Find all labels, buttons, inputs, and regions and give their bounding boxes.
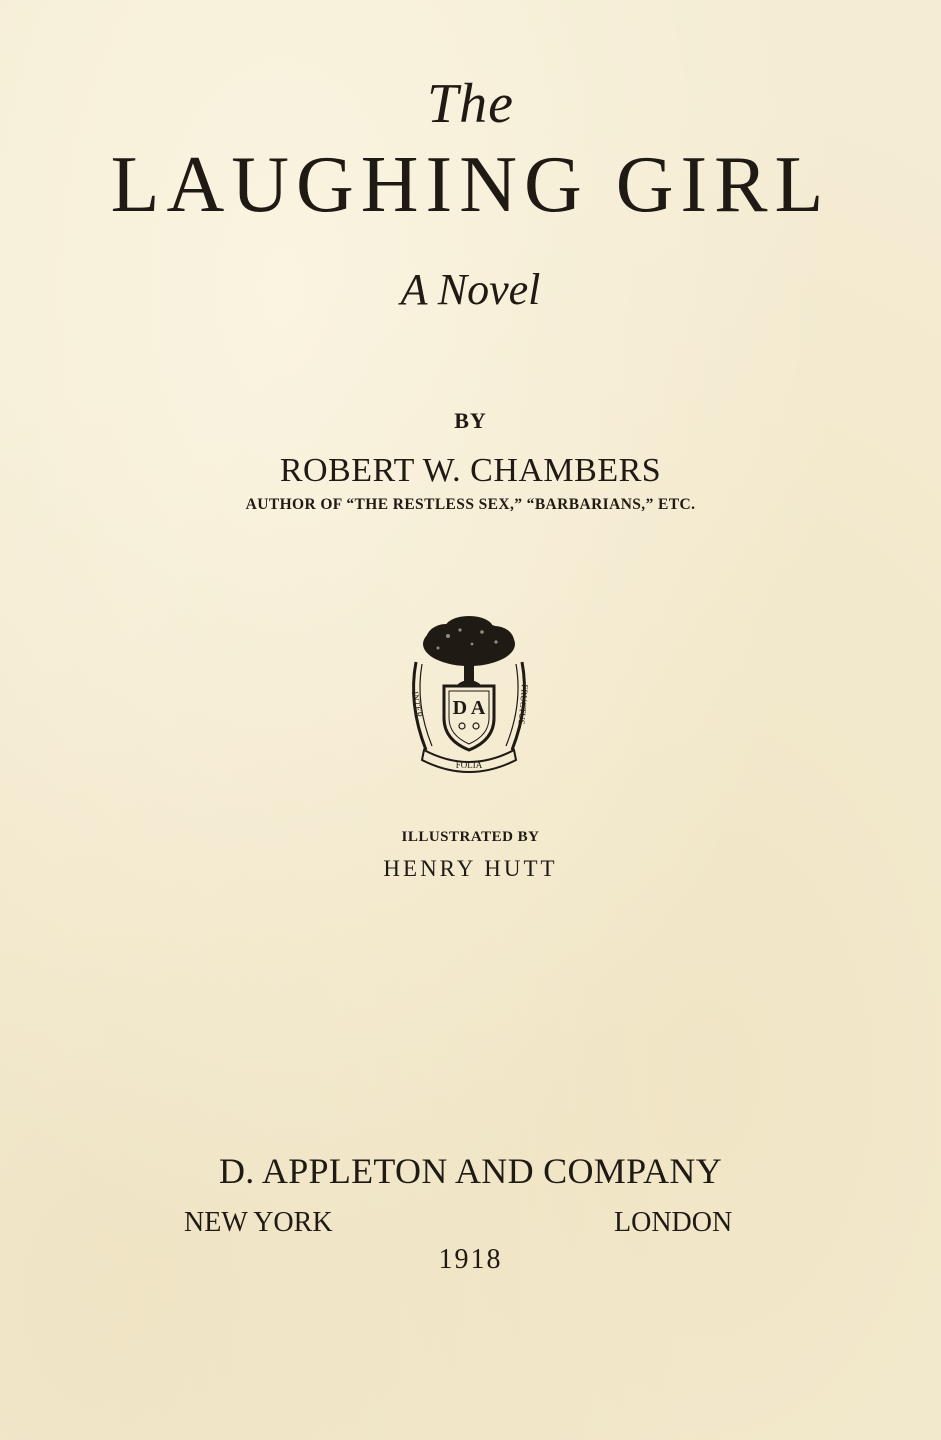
publisher-device-icon — [398, 614, 540, 780]
illustrator-name: HENRY HUTT — [383, 856, 558, 881]
city-london: LONDON — [614, 1207, 733, 1238]
book-subtitle: A Novel — [400, 265, 541, 314]
book-title: LAUGHING GIRL — [110, 141, 831, 229]
device-motto-right: FRUCTUS — [516, 683, 530, 726]
city-new-york: NEW YORK — [184, 1207, 333, 1238]
device-motto-bottom: FOLIA — [455, 760, 483, 770]
title-article: The — [427, 73, 514, 135]
by-label: BY — [454, 408, 487, 433]
author-name: ROBERT W. CHAMBERS — [279, 452, 662, 489]
device-monogram: D A — [452, 697, 486, 719]
device-motto-left: INTER — [410, 690, 425, 719]
publisher-name: D. APPLETON AND COMPANY — [218, 1151, 722, 1191]
illustrated-by-label: ILLUSTRATED BY — [401, 829, 540, 845]
author-other-works: AUTHOR OF “THE RESTLESS SEX,” “BARBARIANS,” ETC. — [245, 496, 696, 513]
publication-year: 1918 — [438, 1244, 503, 1275]
